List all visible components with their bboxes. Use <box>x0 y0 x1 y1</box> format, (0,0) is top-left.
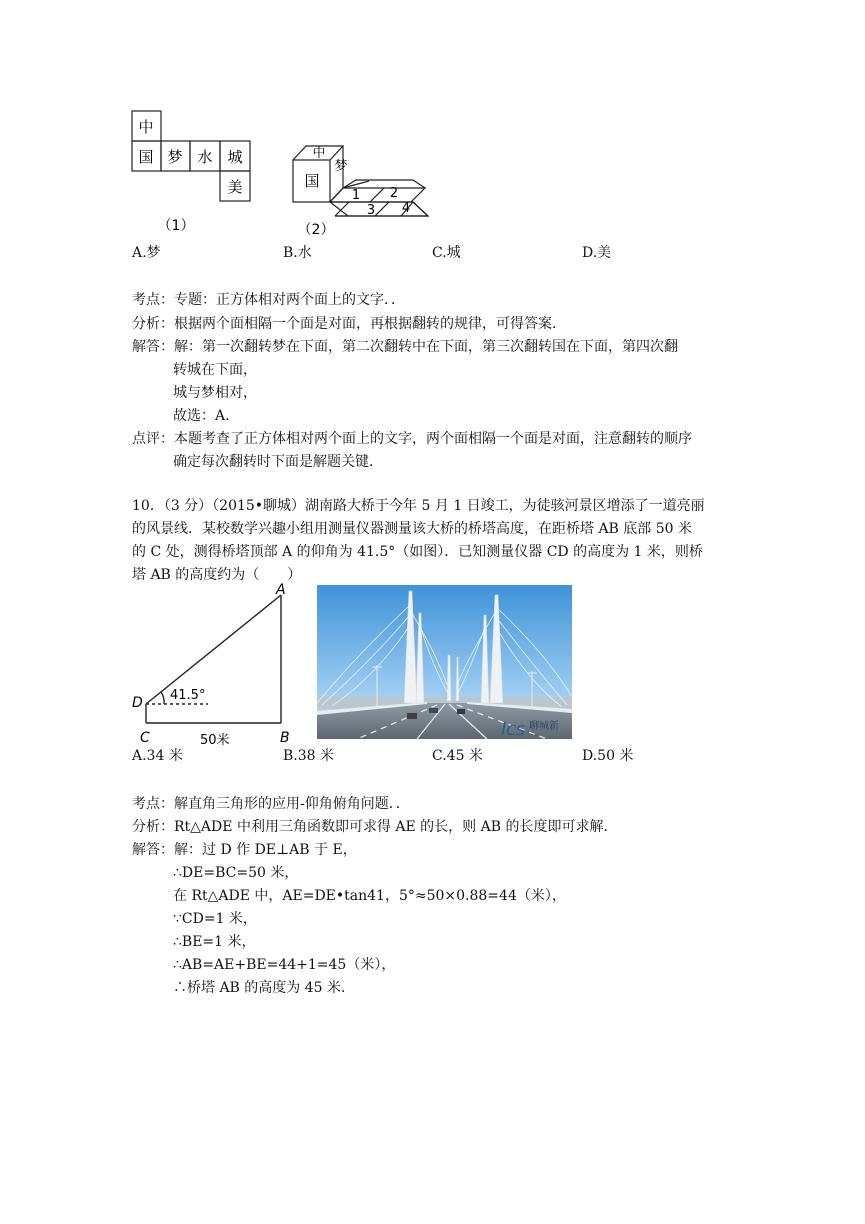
svg-text:lcs: lcs <box>501 719 526 739</box>
q9-answer-line-2: 转城在下面， <box>173 362 257 378</box>
net1-top-face: 中 <box>138 118 154 136</box>
grid-cell-4: 4 <box>401 201 411 216</box>
q10-analysis: 分析：Rt△ADE 中利用三角函数即可求得 AE 的长，则 AB 的长度即可求解． <box>132 819 618 835</box>
net1-caption: （1） <box>157 218 195 234</box>
q10-option-a[interactable]: A.34 米 <box>132 748 183 764</box>
photo-watermark: 聊城新 <box>529 721 559 732</box>
q10-option-c[interactable]: C.45 米 <box>432 748 483 764</box>
net2-side-face: 梦 <box>334 159 348 174</box>
q9-comment-line-2: 确定每次翻转时下面是解题关键． <box>173 454 383 470</box>
q9-option-d[interactable]: D.美 <box>582 245 612 261</box>
q10-point: 考点：解直角三角形的应用-仰角俯角问题．． <box>132 796 410 812</box>
grid-cell-2: 2 <box>389 186 399 201</box>
net2-front-face: 国 <box>304 172 320 190</box>
q10-option-b[interactable]: B.38 米 <box>283 748 335 764</box>
q9-comment-line-1: 点评：本题考查了正方体相对两个面上的文字，两个面相隔一个面是对面，注意翻转的顺序 <box>132 431 692 447</box>
q9-answer-line-3: 城与梦相对， <box>173 385 257 401</box>
q10-stem-line-4: 塔 AB 的高度约为（ ） <box>132 567 302 583</box>
cube-roll-figure-2 <box>288 140 438 240</box>
q10-stem-line-1: 10．（3 分）（2015•聊城）湖南路大桥于今年 5 月 1 日竣工，为徒骇河景区增添了一道亮丽 <box>132 498 705 514</box>
net1-face-2: 梦 <box>167 148 183 166</box>
net1-bottom-face: 美 <box>227 178 243 196</box>
q9-answer-line-4: 故选：A． <box>173 408 240 424</box>
q9-point: 考点：专题：正方体相对两个面上的文字．． <box>132 292 405 308</box>
label-b: B <box>280 730 290 746</box>
bridge-photo <box>317 585 572 739</box>
q10-answer-line-1: ∴DE=BC=50 米， <box>173 865 299 881</box>
net2-top-face: 中 <box>312 146 326 161</box>
net1-face-4: 城 <box>227 148 243 166</box>
q10-answer-first: 解答：解：过 D 作 DE⊥AB 于 E， <box>132 842 357 858</box>
label-c: C <box>140 730 150 746</box>
q9-option-a[interactable]: A.梦 <box>132 245 161 261</box>
q9-answer-line-1: 解答：解：第一次翻转梦在下面，第二次翻转中在下面，第三次翻转国在下面，第四次翻 <box>132 339 678 355</box>
q10-answer-line-3: ∵CD=1 米， <box>173 911 257 927</box>
cube-net-figure-1 <box>128 105 258 235</box>
label-d: D <box>132 695 143 711</box>
q10-answer-line-5: ∴AB=AE+BE=44+1=45（米）， <box>173 957 396 973</box>
net1-face-3: 水 <box>197 148 213 166</box>
triangle-figure <box>128 582 298 747</box>
angle-label: 41.5° <box>170 688 206 703</box>
q9-analysis: 分析：根据两个面相隔一个面是对面，再根据翻转的规律，可得答案． <box>132 316 566 332</box>
q10-stem-line-2: 的风景线．某校数学兴趣小组用测量仪器测量该大桥的桥塔高度，在距桥塔 AB 底部 50 米 <box>132 521 693 537</box>
net2-caption: （2） <box>297 222 335 238</box>
q10-answer-line-6: ∴桥塔 AB 的高度为 45 米． <box>173 980 356 996</box>
q10-option-d[interactable]: D.50 米 <box>582 748 634 764</box>
net1-face-1: 国 <box>138 148 154 166</box>
label-a: A <box>276 582 286 598</box>
q9-option-b[interactable]: B.水 <box>283 245 312 261</box>
grid-cell-1: 1 <box>351 188 361 203</box>
q10-stem-line-3: 的 C 处，测得桥塔顶部 A 的仰角为 41.5°（如图）．已知测量仪器 CD 的高度为 1 米，则桥 <box>132 544 703 560</box>
grid-cell-3: 3 <box>366 203 376 218</box>
base-length-label: 50米 <box>200 733 230 747</box>
q9-option-c[interactable]: C.城 <box>432 245 461 261</box>
q10-answer-line-4: ∴BE=1 米， <box>173 934 256 950</box>
q10-answer-line-2: 在 Rt△ADE 中，AE=DE•tan41，5°≈50×0.88=44（米）， <box>173 888 566 904</box>
